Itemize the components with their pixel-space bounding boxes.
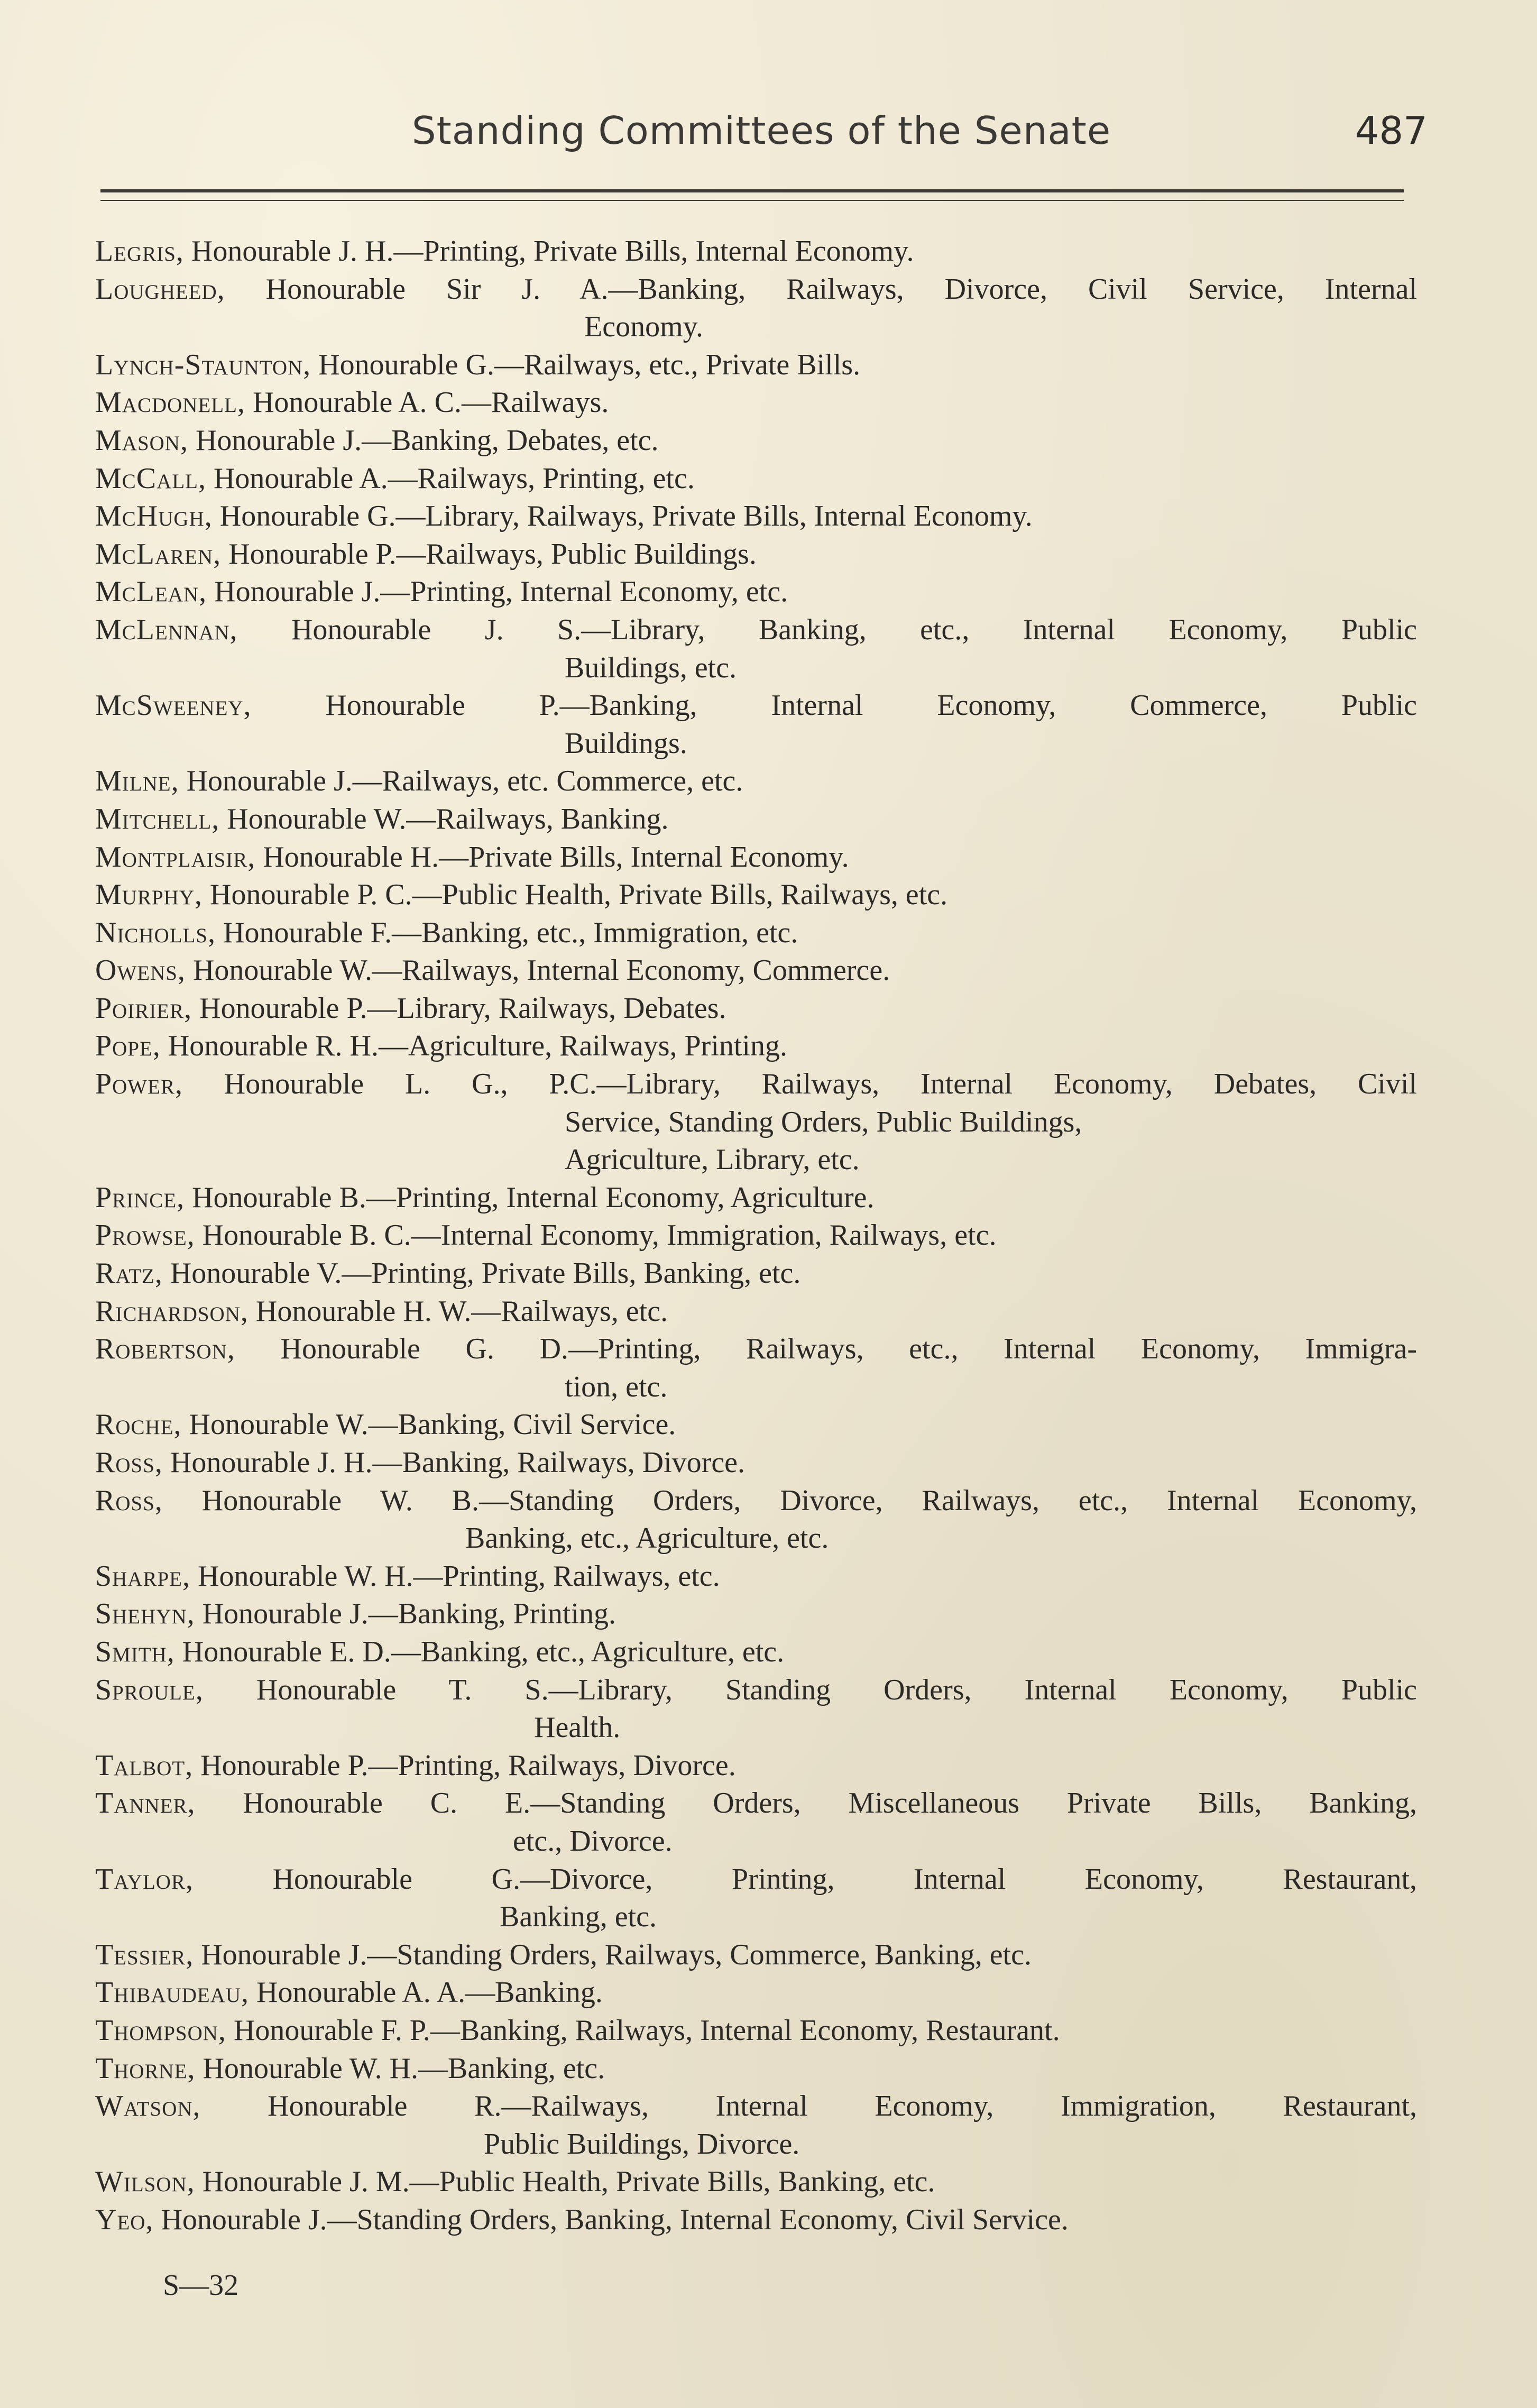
committee-assignments: Honourable L. G., P.C.—Library, Railways, Internal Economy, Debates, Civil [182,1068,1417,1101]
list-item [95,1217,1417,1255]
committee-assignments: Honourable J.—Railways, etc. Commerce, etc. [179,765,743,798]
senator-surname: Pope, [95,1030,161,1063]
entry-first-line [95,573,1417,611]
committee-assignments: Honourable J. S.—Library, Banking, etc., Internal Economy, Public [237,613,1417,646]
entry-first-line [95,2050,1417,2088]
list-item [95,1671,1417,1747]
committee-assignments: Honourable W. B.—Standing Orders, Divorce, Railways, etc., Internal Economy, [162,1484,1417,1517]
list-item [95,2050,1417,2088]
committee-assignments: Honourable J.—Printing, Internal Economy, etc. [207,575,788,609]
list-item [95,233,1417,271]
committee-assignments: Honourable P. C.—Public Health, Private Bills, Railways, etc. [203,878,948,912]
senator-surname: Power, [95,1068,183,1101]
committee-assignments: Honourable J. H.—Banking, Railways, Divorce. [162,1446,746,1479]
list-item [95,2088,1417,2163]
list-item [95,1179,1417,1217]
entry-first-line [95,384,1417,422]
list-item [95,1595,1417,1633]
entry-first-line [95,1595,1417,1633]
entry-first-line [95,1558,1417,1596]
list-item [95,422,1417,460]
senator-surname: Thorne, [95,2052,196,2085]
list-item [95,498,1417,536]
senator-surname: Poirier, [95,991,192,1025]
committee-assignments: Honourable A.—Railways, Printing, etc. [206,462,695,495]
entry-continuation-line: Economy. [584,310,703,344]
committee-assignments: Honourable F. P.—Banking, Railways, Internal Economy, Restaurant. [226,2014,1060,2047]
entry-first-line [95,801,1417,839]
committee-assignments: Honourable H.—Private Bills, Internal Economy. [255,840,849,874]
senator-surname: Roche, [95,1408,182,1441]
committee-assignments: Honourable B.—Printing, Internal Economy, Agriculture. [185,1181,875,1214]
senator-surname: Lougheed, [95,272,225,306]
senator-surname: Murphy, [95,878,203,912]
committee-assignments: Honourable E. D.—Banking, etc., Agriculture, etc. [174,1635,785,1668]
entry-continuation-line: tion, etc. [565,1370,668,1403]
entry-first-line [95,914,1417,952]
senator-surname: Ratz, [95,1257,163,1290]
senator-surname: Talbot, [95,1749,194,1782]
senator-surname: Prowse, [95,1219,195,1252]
committee-assignments: Honourable A. A.—Banking. [249,1976,603,2009]
senator-surname: Lynch-Staunton, [95,348,311,381]
list-item [95,1558,1417,1596]
entry-first-line [95,1406,1417,1444]
committee-membership-list [95,233,1417,2239]
list-item [95,2201,1417,2239]
list-item [95,1633,1417,1671]
header-rule-thick [100,189,1404,192]
entry-first-line [95,1974,1417,2012]
printer-signature-mark: S—32 [163,2269,239,2302]
page-title: Standing Committees of the Senate [411,108,1111,153]
list-item [95,1293,1417,1331]
committee-assignments: Honourable Sir J. A.—Banking, Railways, Divorce, Civil Service, Internal [225,272,1417,306]
list-item [95,839,1417,877]
entry-first-line [95,1936,1417,1974]
committee-assignments: Honourable W.—Railways, Banking. [219,802,669,835]
entry-first-line [95,536,1417,574]
list-item [95,2012,1417,2050]
committee-assignments: Honourable P.—Printing, Railways, Divorce. [193,1749,736,1782]
senator-surname: Sharpe, [95,1559,190,1593]
committee-assignments: Honourable G.—Library, Railways, Private Bills, Internal Economy. [212,500,1033,533]
committee-assignments: Honourable B. C.—Internal Economy, Immigration, Railways, etc. [195,1219,997,1252]
entry-first-line [95,952,1417,990]
entry-first-line [95,271,1417,309]
list-item [95,1936,1417,1974]
entry-first-line [95,1027,1417,1065]
senator-surname: McLennan, [95,613,238,646]
senator-surname: Yeo, [95,2203,154,2236]
list-item [95,1444,1417,1482]
senator-surname: Thompson, [95,2014,226,2047]
senator-surname: Smith, [95,1635,175,1668]
committee-assignments: Honourable W. H.—Printing, Railways, etc. [190,1559,720,1593]
committee-assignments: Honourable H. W.—Railways, etc. [248,1294,668,1328]
entry-first-line [95,990,1417,1028]
committee-assignments: Honourable T. S.—Library, Standing Orders, Internal Economy, Public [203,1673,1417,1706]
entry-first-line [95,1065,1417,1104]
senator-surname: Milne, [95,765,179,798]
entry-first-line [95,1444,1417,1482]
senator-surname: Legris, [95,235,184,268]
senator-surname: Mitchell, [95,802,220,835]
entry-first-line [95,1482,1417,1520]
committee-assignments: Honourable V.—Printing, Private Bills, Banking, etc. [162,1257,801,1290]
entry-first-line [95,1633,1417,1671]
list-item [95,876,1417,914]
entry-first-line [95,422,1417,460]
senator-surname: Macdonell, [95,386,245,419]
entry-continuation-line: Buildings, etc. [565,651,737,684]
entry-first-line [95,1747,1417,1785]
entry-continuation-line: Buildings. [565,727,687,760]
entry-first-line [95,1217,1417,1255]
entry-first-line [95,1330,1417,1368]
list-item [95,1482,1417,1558]
list-item [95,1861,1417,1936]
page-number: 487 [1355,108,1428,153]
committee-assignments: Honourable P.—Railways, Public Buildings. [221,537,757,571]
committee-assignments: Honourable P.—Banking, Internal Economy, Commerce, Public [251,689,1417,722]
committee-assignments: Honourable G.—Divorce, Printing, Internal Economy, Restaurant, [193,1862,1417,1896]
senator-surname: Ross, [95,1446,163,1479]
senator-surname: Tessier, [95,1938,194,1971]
senator-surname: Sproule, [95,1673,204,1706]
entry-first-line [95,687,1417,725]
senator-surname: Wilson, [95,2165,195,2199]
list-item [95,384,1417,422]
committee-assignments: Honourable C. E.—Standing Orders, Miscellaneous Private Bills, Banking, [195,1787,1417,1820]
list-item [95,762,1417,801]
entry-continuation-line: Public Buildings, Divorce. [484,2127,800,2161]
entry-first-line [95,1861,1417,1899]
committee-assignments: Honourable F.—Banking, etc., Immigration, etc. [216,916,798,949]
entry-first-line [95,2012,1417,2050]
list-item [95,1330,1417,1406]
senator-surname: Robertson, [95,1332,235,1366]
list-item [95,1974,1417,2012]
senator-surname: Nicholls, [95,916,216,949]
committee-assignments: Honourable W.—Railways, Internal Economy, Commerce. [185,954,890,987]
entry-first-line [95,876,1417,914]
list-item [95,346,1417,384]
list-item [95,687,1417,762]
entry-continuation-line: Health. [534,1711,621,1744]
committee-assignments: Honourable G. D.—Printing, Railways, etc., Internal Economy, Immigra- [235,1332,1417,1366]
senator-surname: McLaren, [95,537,222,571]
list-item [95,914,1417,952]
entry-first-line [95,839,1417,877]
committee-assignments: Honourable J.—Banking, Printing. [195,1597,616,1631]
list-item [95,271,1417,346]
senator-surname: McSweeney, [95,689,252,722]
entry-first-line [95,1785,1417,1823]
senator-surname: McLean, [95,575,207,609]
entry-continuation-line: Service, Standing Orders, Public Buildings, [565,1105,1082,1138]
committee-assignments: Honourable R.—Railways, Internal Economy, Immigration, Restaurant, [200,2090,1417,2123]
list-item [95,952,1417,990]
senator-surname: Shehyn, [95,1597,195,1631]
list-item [95,611,1417,687]
committee-assignments: Honourable J.—Banking, Debates, etc. [188,424,659,457]
running-head [95,103,1428,161]
committee-assignments: Honourable R. H.—Agriculture, Railways, Printing. [160,1030,787,1063]
entry-first-line [95,460,1417,498]
senator-surname: Ross, [95,1484,163,1517]
entry-first-line [95,611,1417,649]
senator-surname: Montplaisir, [95,840,256,874]
entry-continuation-line: Agriculture, Library, etc. [565,1143,860,1177]
committee-assignments: Honourable J. M.—Public Health, Private Bills, Banking, etc. [195,2165,935,2199]
senator-surname: Watson, [95,2090,201,2123]
committee-assignments: Honourable G.—Railways, etc., Private Bills. [311,348,861,381]
entry-first-line [95,233,1417,271]
entry-continuation-line: etc., Divorce. [513,1824,673,1858]
list-item [95,460,1417,498]
committee-assignments: Honourable W. H.—Banking, etc. [195,2052,605,2085]
committee-assignments: Honourable A. C.—Railways. [245,386,609,419]
list-item [95,1406,1417,1444]
senator-surname: Tanner, [95,1787,196,1820]
committee-assignments: Honourable J.—Standing Orders, Banking, Internal Economy, Civil Service. [153,2203,1069,2236]
committee-assignments: Honourable J. H.—Printing, Private Bills, Internal Economy. [183,235,914,268]
entry-continuation-line: Banking, etc. [500,1900,657,1934]
senator-surname: Owens, [95,954,186,987]
entry-continuation-line: Banking, etc., Agriculture, etc. [465,1522,829,1555]
senator-surname: McCall, [95,462,206,495]
list-item [95,801,1417,839]
entry-first-line [95,2163,1417,2201]
entry-first-line [95,1671,1417,1710]
header-rule-thin [100,200,1404,201]
entry-first-line [95,2201,1417,2239]
senator-surname: McHugh, [95,500,213,533]
list-item [95,1027,1417,1065]
committee-assignments: Honourable W.—Banking, Civil Service. [181,1408,676,1441]
senator-surname: Richardson, [95,1294,249,1328]
entry-first-line [95,1179,1417,1217]
committee-assignments: Honourable J.—Standing Orders, Railways, Commerce, Banking, etc. [194,1938,1032,1971]
senator-surname: Mason, [95,424,188,457]
list-item [95,573,1417,611]
committee-assignments: Honourable P.—Library, Railways, Debates. [192,991,726,1025]
list-item [95,990,1417,1028]
entry-first-line [95,498,1417,536]
list-item [95,1747,1417,1785]
senator-surname: Taylor, [95,1862,194,1896]
entry-first-line [95,1293,1417,1331]
list-item [95,1065,1417,1179]
entry-first-line [95,1255,1417,1293]
list-item [95,536,1417,574]
senator-surname: Thibaudeau, [95,1976,250,2009]
list-item [95,1255,1417,1293]
senator-surname: Prince, [95,1181,185,1214]
entry-first-line [95,2088,1417,2126]
entry-first-line [95,346,1417,384]
entry-first-line [95,762,1417,801]
list-item [95,2163,1417,2201]
list-item [95,1785,1417,1860]
